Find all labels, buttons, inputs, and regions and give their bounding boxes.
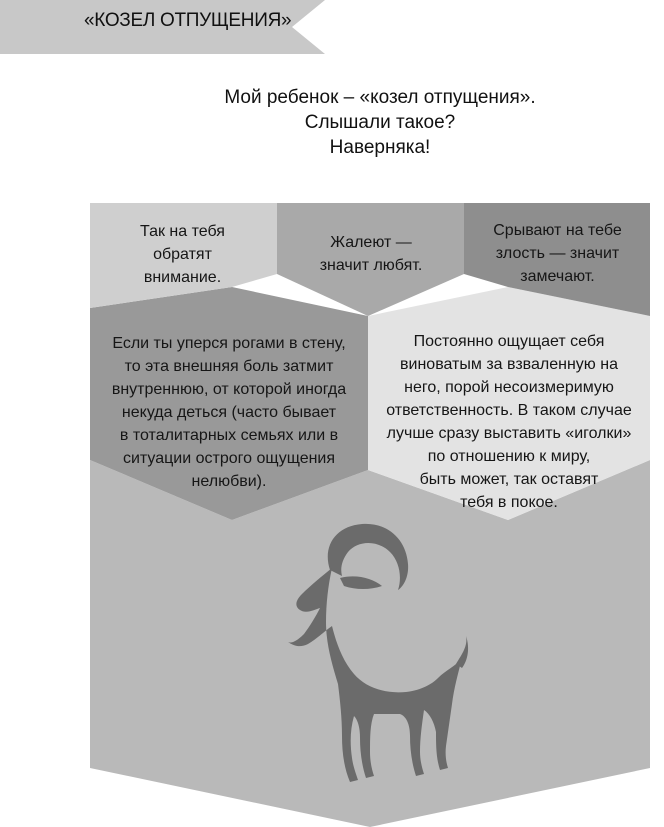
cell-line: замечают. (520, 268, 595, 285)
cell-line: злость — значит (495, 245, 620, 262)
goat-icon (270, 518, 470, 788)
cell-line: него, порой несоизмеримую (404, 379, 614, 396)
cell-line: обратят (153, 246, 212, 263)
cell-line: в тоталитарных семьях или в (119, 427, 339, 444)
cell-line: Если ты уперся рогами в стену, (112, 335, 346, 352)
top-left-cell-text (90, 220, 275, 289)
cell-line: быть может, так оставят (419, 471, 599, 488)
top-middle-cell-text (278, 231, 464, 277)
cell-line: Так на тебя (140, 223, 225, 240)
cell-line: внутреннюю, от которой иногда (111, 381, 347, 398)
cell-line: нелюбви). (191, 473, 267, 490)
middle-left-cell-text (90, 332, 368, 493)
cell-line: Постоянно ощущает себя (413, 333, 605, 350)
cell-line: внимание. (143, 269, 222, 286)
cell-line: то эта внешняя боль затмит (124, 358, 334, 375)
cell-line: Жалеют — (330, 234, 412, 251)
intro-line: Мой ребенок – «козел отпущения». (224, 87, 536, 108)
middle-right-cell-text (368, 330, 650, 514)
section-title: «КОЗЕЛ ОТПУЩЕНИЯ» (84, 10, 292, 31)
cell-line: некуда деться (часто бывает (121, 404, 337, 421)
intro-line: Наверняка! (329, 137, 431, 158)
cell-line: по отношению к миру, (427, 448, 591, 465)
intro-line: Слышали такое? (304, 112, 456, 133)
cell-line: Срывают на тебе (493, 222, 622, 239)
top-right-cell-text (465, 219, 650, 288)
cell-line: значит любят. (319, 257, 423, 274)
cell-line: ситуации острого ощущения (122, 450, 336, 467)
cell-line: тебя в покое. (460, 494, 558, 511)
cell-line: лучше сразу выставить «иголки» (386, 425, 632, 442)
cell-line: ответственность. В таком случае (386, 402, 632, 419)
cell-line: виноватым за взваленную на (400, 356, 618, 373)
